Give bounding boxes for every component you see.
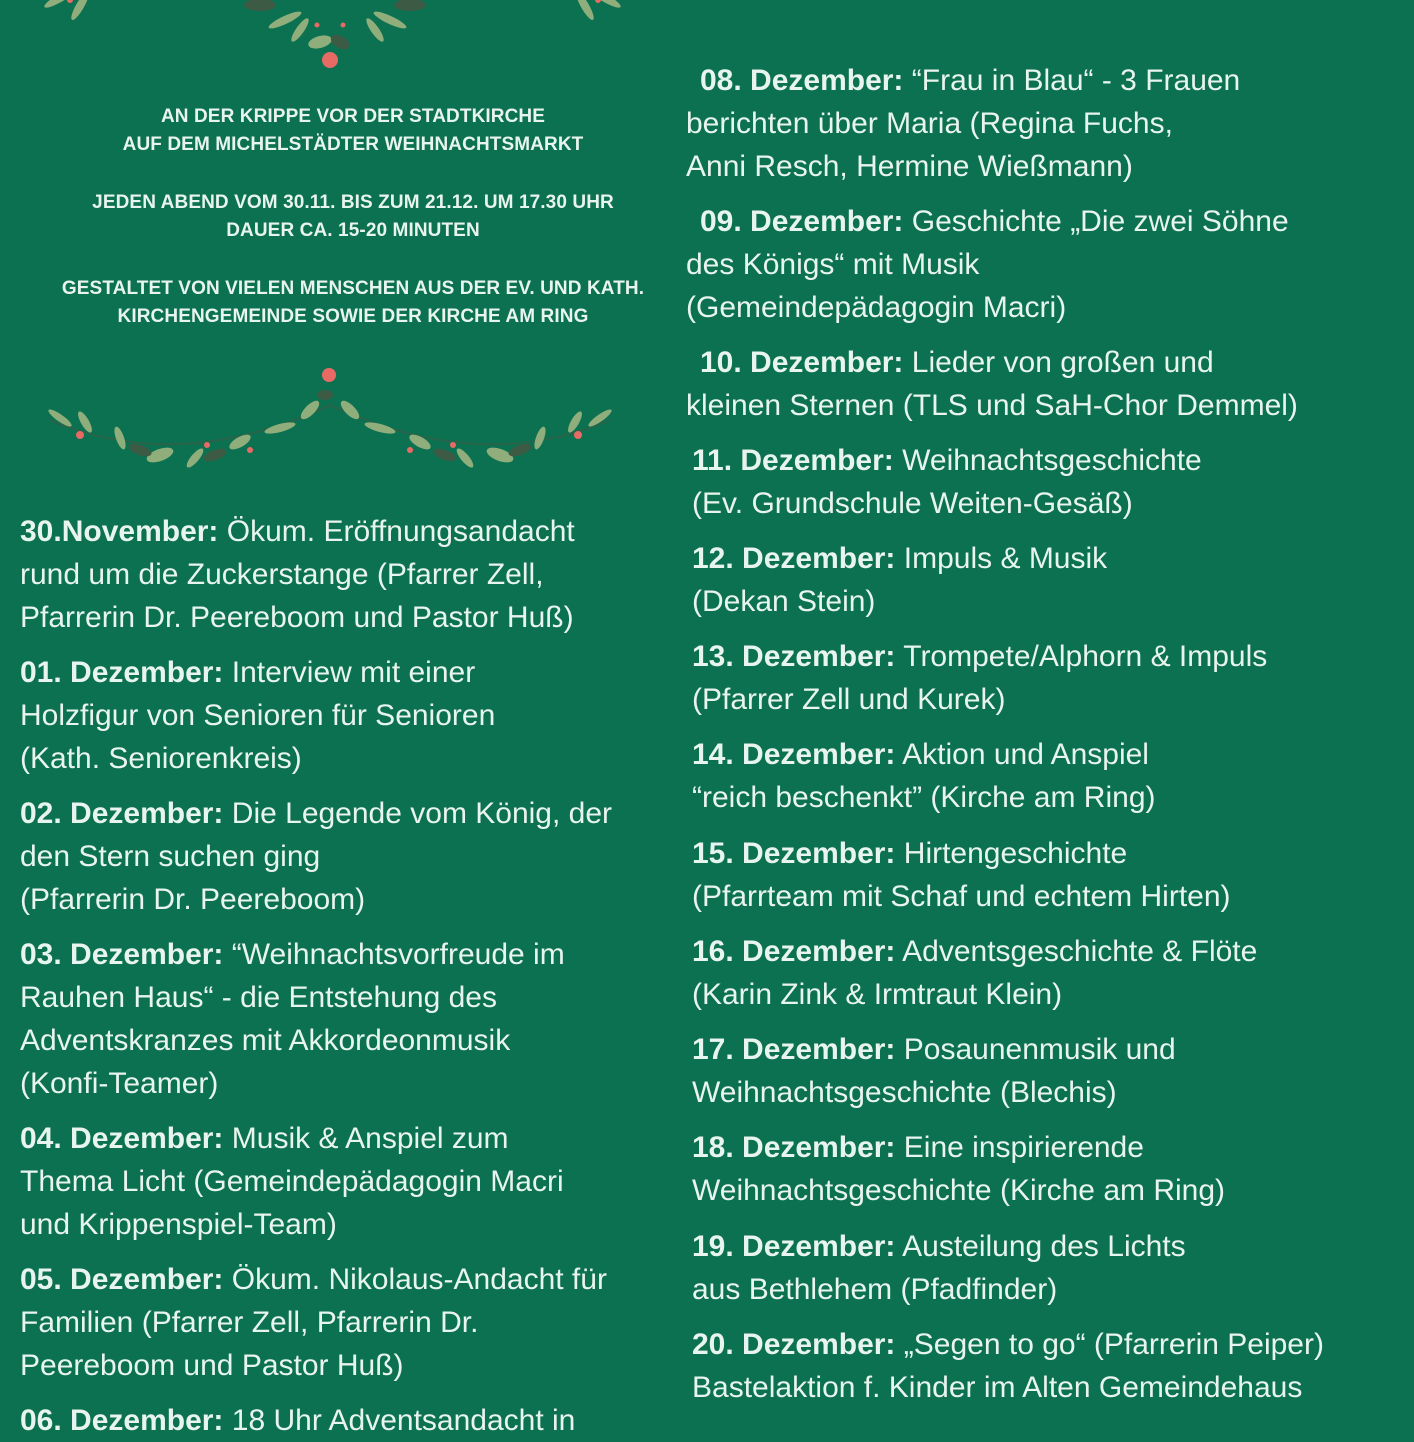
schedule-entry-dec-02: 02. Dezember: Die Legende vom König, der den Stern suchen ging (Pfarrerin Dr. Peereboom) (20, 797, 613, 916)
garland-top-decoration-icon (30, 0, 640, 70)
schedule-entry-dec-11: 11. Dezember: Weihnachtsgeschichte (Ev. Grundschule Weiten-Gesäß) (692, 444, 1202, 520)
schedule-entry-dec-09: 09. Dezember: Geschichte „Die zwei Söhne des Königs“ mit Musik (Gemeindepädagogin Macri) (686, 205, 1289, 324)
schedule-entry-dec-04: 04. Dezember: Musik & Anspiel zum Thema Licht (Gemeindepädagogin Macri und Krippenspiel-Team) (20, 1122, 564, 1241)
schedule-entry-dec-10: 10. Dezember: Lieder von großen und kleinen Sternen (TLS und SaH-Chor Demmel) (686, 346, 1298, 422)
schedule-entry-dec-18: 18. Dezember: Eine inspirierende Weihnachtsgeschichte (Kirche am Ring) (692, 1131, 1226, 1207)
schedule-entry-dec-16: 16. Dezember: Adventsgeschichte & Flöte (Karin Zink & Irmtraut Klein) (692, 935, 1258, 1011)
schedule-entry-dec-15: 15. Dezember: Hirtengeschichte (Pfarrteam mit Schaf und echtem Hirten) (692, 837, 1231, 913)
schedule-entry-dec-13: 13. Dezember: Trompete/Alphorn & Impuls (Pfarrer Zell und Kurek) (692, 640, 1268, 716)
schedule-entry-dec-14: 14. Dezember: Aktion und Anspiel “reich beschenkt” (Kirche am Ring) (692, 738, 1156, 814)
schedule-entry-dec-03: 03. Dezember: “Weihnachtsvorfreude im Rauhen Haus“ - die Entstehung des Adventskranzes mit Akkordeonmusik (Konfi-Teamer) (20, 938, 565, 1100)
location-info: AN DER KRIPPE VOR DER STADTKIRCHE AUF DEM MICHELSTÄDTER WEIHNACHTSMARKT (122, 106, 584, 155)
schedule-entry-dec-08: 08. Dezember: “Frau in Blau“ - 3 Frauen berichten über Maria (Regina Fuchs, Anni Resch, Hermine Wießmann) (686, 64, 1241, 183)
organizers-info: GESTALTET VON VIELEN MENSCHEN AUS DER EV. UND KATH. KIRCHENGEMEINDE SOWIE DER KIRCHE AM RING (61, 278, 645, 327)
schedule-entry-dec-01: 01. Dezember: Interview mit einer Holzfigur von Senioren für Senioren (Kath. Seniorenkreis) (20, 656, 496, 775)
schedule-entry-dec-05: 05. Dezember: Ökum. Nikolaus-Andacht für Familien (Pfarrer Zell, Pfarrerin Dr. Peereboom und Pastor Huß) (20, 1263, 607, 1382)
schedule-entry-dec-06: 06. Dezember: 18 Uhr Adventsandacht in (20, 1404, 576, 1437)
schedule-entry-dec-12: 12. Dezember: Impuls & Musik (Dekan Stein) (692, 542, 1108, 618)
schedule-entry-dec-20: 20. Dezember: „Segen to go“ (Pfarrerin Peiper) Bastelaktion f. Kinder im Alten Gemeindehaus (692, 1328, 1324, 1404)
garland-middle-decoration-icon (40, 360, 620, 480)
schedule-entry-nov-30: 30.November: Ökum. Eröffnungsandacht rund um die Zuckerstange (Pfarrer Zell, Pfarrerin Dr. Peereboom und Pastor Huß) (20, 515, 575, 634)
right-column (680, 0, 1414, 1414)
left-column (0, 0, 680, 1437)
schedule-entry-dec-19: 19. Dezember: Austeilung des Lichts aus Bethlehem (Pfadfinder) (692, 1230, 1186, 1306)
schedule-entry-dec-17: 17. Dezember: Posaunenmusik und Weihnachtsgeschichte (Blechis) (692, 1033, 1176, 1109)
time-info: JEDEN ABEND VOM 30.11. BIS ZUM 21.12. UM 17.30 UHR DAUER CA. 15-20 MINUTEN (92, 192, 614, 241)
